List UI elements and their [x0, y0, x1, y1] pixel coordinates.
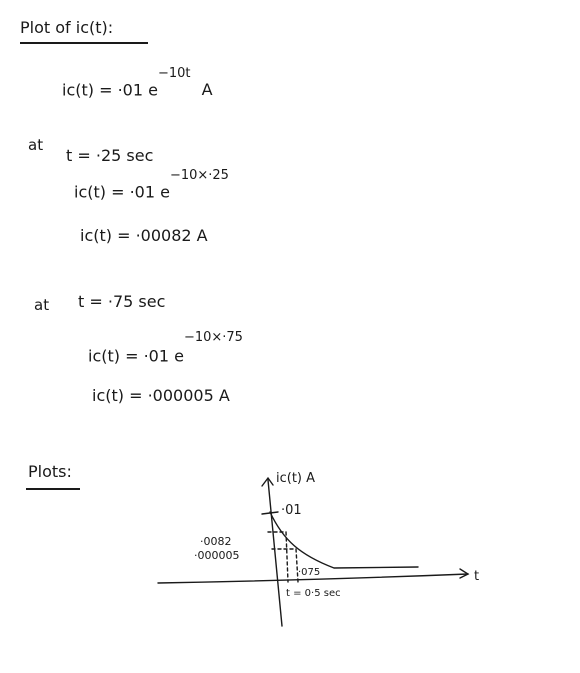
main-equation-lhs: ic(t) = ·01 e — [62, 80, 158, 100]
value-label-1: ·0082 — [200, 535, 232, 548]
y-axis-label: ic(t) A — [276, 471, 316, 486]
calc1-result: ic(t) = ·00082 A — [80, 226, 208, 245]
calc1-line1-exponent: −10×·25 — [169, 168, 229, 183]
calc2-time: t = ·75 sec — [78, 292, 166, 311]
time-label: t = 0·5 sec — [286, 588, 341, 599]
start-value-label: ·01 — [281, 503, 302, 518]
value-label-2: ·000005 — [194, 549, 240, 562]
calc2-line1-exponent: −10×·75 — [183, 330, 243, 345]
calc2-at-label: at — [34, 296, 50, 314]
tick-label: ·075 — [298, 567, 321, 578]
calc2-result: ic(t) = ·000005 A — [92, 386, 230, 405]
main-equation-exponent: −10t — [157, 66, 191, 81]
main-equation-unit: A — [201, 80, 213, 100]
x-axis-label: t — [474, 569, 480, 584]
y-axis — [268, 480, 282, 626]
decay-curve — [270, 512, 418, 568]
y-tick — [262, 512, 278, 514]
plots-heading: Plots: — [28, 462, 72, 481]
calc1-line1-lhs: ic(t) = ·01 e — [74, 182, 170, 202]
heading: Plot of ic(t): — [20, 18, 114, 37]
calc1-at-label: at — [28, 136, 44, 154]
calc1-time: t = ·25 sec — [66, 146, 154, 165]
calc2-line1-lhs: ic(t) = ·01 e — [88, 346, 184, 366]
